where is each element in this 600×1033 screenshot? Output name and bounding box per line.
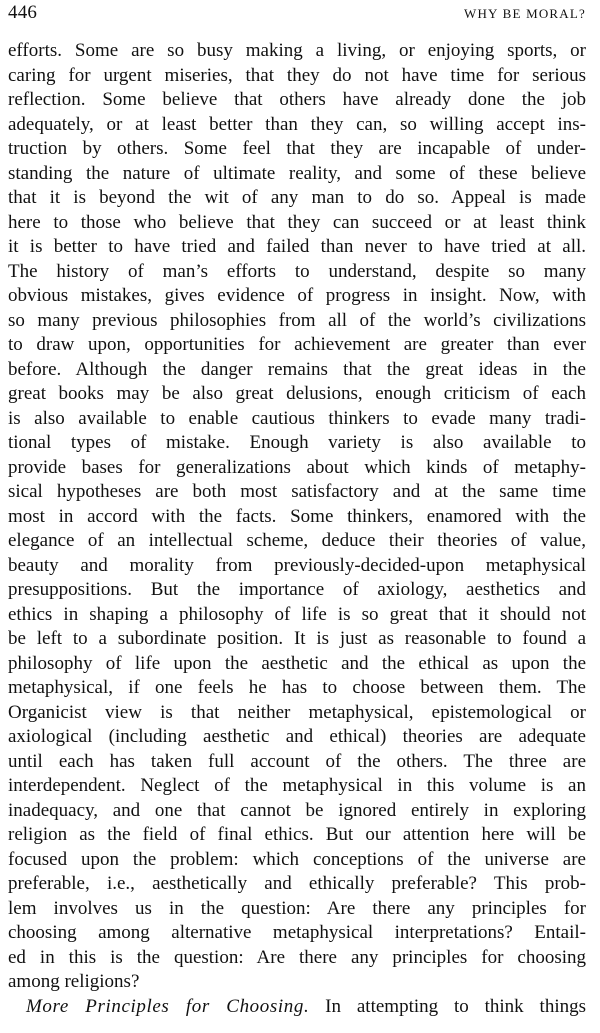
text-line: preferable, i.e., aesthetically and ethically preferable? This prob- [8, 873, 586, 894]
text-line: truction by others. Some feel that they are incapable of under- [8, 138, 586, 159]
text-line: great books may be also great delusions, enough criticism of each [8, 383, 586, 404]
text-line: ed in this is the question: Are there any principles for choosing [8, 946, 586, 968]
section-heading: More Principles for Choosing. [26, 995, 310, 1017]
text-line: choosing among alternative metaphysical interpretations? Entail- [8, 922, 586, 943]
text-line: obvious mistakes, gives evidence of progress in insight. Now, with [8, 285, 586, 306]
text-line: caring for urgent miseries, that they do not have time for serious [8, 64, 586, 86]
body-text [8, 39, 586, 1019]
running-head [8, 2, 586, 26]
text-line: tional types of mistake. Enough variety is also available to [8, 432, 586, 453]
text-line: presuppositions. But the importance of axiology, aesthetics and [8, 579, 586, 600]
running-title: WHY BE MORAL? [464, 6, 586, 21]
text-line: adequately, or at least better than they can, so willing accept ins- [8, 113, 586, 135]
text-line: it is better to have tried and failed than never to have tried at all. [8, 236, 586, 257]
text-line: religion as the field of final ethics. But our attention here will be [8, 824, 586, 845]
text-line: among religions? [8, 971, 140, 992]
text-line: sical hypotheses are both most satisfactory and at the same time [8, 481, 586, 502]
text-line: ethics in shaping a philosophy of life is so great that it should not [8, 603, 586, 625]
text-line: so many previous philosophies from all of the world’s civilizations [8, 309, 586, 331]
text-line: beauty and morality from previously-decided-upon metaphysical [8, 554, 586, 576]
text-line: that it is beyond the wit of any man to do so. Appeal is made [8, 187, 586, 208]
text-line: efforts. Some are so busy making a living, or enjoying sports, or [8, 40, 586, 61]
section-text: In attempting to think things [309, 995, 586, 1017]
text-line: be left to a subordinate position. It is just as reasonable to found a [8, 628, 586, 649]
text-line: lem involves us in the question: Are there any principles for [8, 897, 586, 919]
text-line: The history of man’s efforts to understand, despite so many [8, 260, 586, 282]
text-line: most in accord with the facts. Some thinkers, enamored with the [8, 505, 586, 527]
text-line: philosophy of life upon the aesthetic and the ethical as upon the [8, 652, 586, 674]
text-line: reflection. Some believe that others have already done the job [8, 89, 586, 110]
page-number: 446 [8, 2, 38, 23]
text-line: inadequacy, and one that cannot be ignored entirely in exploring [8, 799, 586, 821]
section-start-line [8, 995, 586, 1020]
text-line: elegance of an intellectual scheme, deduce their theories of value, [8, 530, 586, 551]
text-line: axiological (including aesthetic and ethical) theories are adequate [8, 726, 586, 747]
text-line: focused upon the problem: which conceptions of the universe are [8, 848, 586, 870]
text-line: is also available to enable cautious thinkers to evade many tradi- [8, 407, 586, 429]
text-line: Organicist view is that neither metaphysical, epistemological or [8, 701, 586, 723]
text-line: standing the nature of ultimate reality, and some of these believe [8, 162, 586, 184]
text-line: to draw upon, opportunities for achievement are greater than ever [8, 334, 586, 355]
text-line: here to those who believe that they can succeed or at least think [8, 211, 586, 233]
text-line: provide bases for generalizations about which kinds of metaphy- [8, 456, 586, 478]
text-line: before. Although the danger remains that the great ideas in the [8, 358, 586, 380]
text-line: until each has taken full account of the others. The three are [8, 750, 586, 772]
text-line: interdependent. Neglect of the metaphysical in this volume is an [8, 775, 586, 796]
text-line: metaphysical, if one feels he has to choose between them. The [8, 677, 586, 698]
